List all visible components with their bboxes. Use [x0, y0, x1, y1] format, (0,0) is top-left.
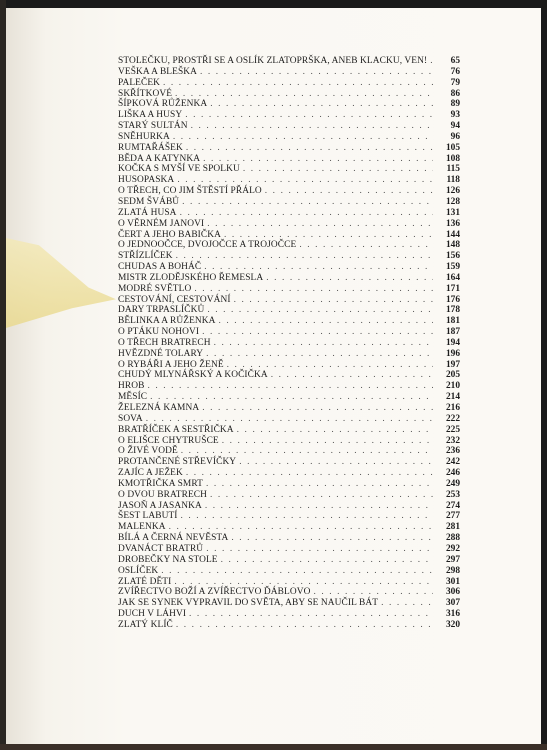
toc-entry-page-number: 301	[445, 576, 460, 587]
toc-entry-page-number: 181	[445, 316, 460, 327]
toc-entry-title: DVANÁCT BRATRŮ	[118, 543, 204, 554]
toc-entry-page-number: 126	[445, 186, 460, 197]
toc-entry-title: MODRÉ SVĚTLO	[118, 283, 192, 294]
toc-entry	[118, 587, 460, 598]
toc-entry-page-number: 89	[450, 99, 460, 110]
toc-entry	[118, 457, 460, 468]
toc-dot-leader	[206, 544, 433, 555]
toc-entry	[118, 89, 460, 100]
toc-entry-title: OSLÍČEK	[118, 565, 159, 576]
toc-entry-page-number: 144	[445, 229, 460, 240]
toc-entry-page-number: 249	[445, 478, 460, 489]
toc-entry	[118, 262, 460, 273]
toc-entry-page-number: 171	[445, 283, 460, 294]
toc-entry-title: STŘÍZLÍČEK	[118, 251, 173, 262]
toc-entry-page-number: 281	[445, 522, 460, 533]
toc-entry-page-number: 214	[445, 392, 460, 403]
toc-entry-page-number: 118	[446, 175, 460, 186]
toc-entry	[118, 479, 460, 490]
toc-dot-leader	[186, 468, 433, 479]
toc-entry	[118, 143, 460, 154]
toc-dot-leader	[219, 316, 433, 327]
toc-entry-title: HUSOPASKA	[118, 175, 175, 186]
toc-dot-leader	[169, 522, 433, 533]
toc-entry-page-number: 222	[445, 413, 460, 424]
toc-entry-title: PROTANČENÉ STŘEVÍČKY	[118, 457, 237, 468]
toc-dot-leader	[206, 349, 433, 360]
toc-entry	[118, 598, 460, 609]
toc-dot-leader	[430, 56, 433, 67]
toc-entry	[118, 284, 460, 295]
table-of-contents	[118, 56, 460, 631]
toc-entry-title: ZVÍŘECTVO BOŽÍ A ZVÍŘECTVO ĎÁBLOVO	[118, 587, 311, 598]
toc-entry-page-number: 197	[445, 359, 460, 370]
toc-entry-page-number: 164	[445, 272, 460, 283]
toc-entry	[118, 295, 460, 306]
toc-entry-page-number: 96	[450, 131, 460, 142]
toc-entry-page-number: 65	[450, 56, 460, 66]
toc-entry-page-number: 148	[445, 240, 460, 251]
toc-entry-page-number: 79	[450, 77, 460, 88]
toc-entry-title: LIŠKA A HUSY	[118, 110, 183, 121]
toc-dot-leader	[161, 566, 433, 577]
toc-entry	[118, 349, 460, 360]
toc-entry-title: JAK SE SYNEK VYPRAVIL DO SVĚTA, ABY SE NAUČIL BÁT	[118, 598, 379, 609]
toc-entry	[118, 370, 460, 381]
toc-entry-page-number: 105	[445, 142, 460, 153]
toc-dot-leader	[146, 414, 433, 425]
toc-entry-title: CHUDÝ MLYNÁŘSKÝ A KOČIČKA	[118, 370, 268, 381]
toc-entry-title: HROB	[118, 381, 145, 392]
toc-entry	[118, 219, 460, 230]
toc-dot-leader	[181, 511, 433, 522]
toc-entry-title: MISTR ZLODĚJSKÉHO ŘEMESLA	[118, 272, 264, 283]
toc-entry-page-number: 156	[445, 251, 460, 262]
toc-entry	[118, 425, 460, 436]
toc-entry	[118, 121, 460, 132]
toc-entry	[118, 175, 460, 186]
toc-dot-leader	[163, 78, 433, 89]
toc-dot-leader	[231, 533, 433, 544]
toc-entry	[118, 154, 460, 165]
toc-entry	[118, 251, 460, 262]
toc-entry-page-number: 246	[445, 468, 460, 479]
toc-dot-leader	[210, 490, 433, 501]
toc-entry	[118, 164, 460, 175]
toc-entry-page-number: 76	[450, 66, 460, 77]
toc-entry	[118, 316, 460, 327]
toc-entry-title: HVĚZDNÉ TOLARY	[118, 348, 204, 359]
toc-dot-leader	[204, 262, 433, 273]
toc-dot-leader	[266, 273, 433, 284]
page-bottom-edge	[0, 744, 547, 750]
toc-entry	[118, 273, 460, 284]
toc-dot-leader	[299, 240, 433, 251]
toc-entry-title: O ELIŠCE CHYTRUŠCE	[118, 435, 219, 446]
toc-entry-page-number: 187	[445, 327, 460, 338]
toc-dot-leader	[224, 230, 433, 241]
toc-entry	[118, 533, 460, 544]
toc-entry-title: O ŽIVÉ VODĚ	[118, 446, 178, 457]
toc-entry-page-number: 306	[445, 587, 460, 598]
toc-entry-page-number: 307	[445, 598, 460, 609]
toc-dot-leader	[181, 446, 433, 457]
toc-entry	[118, 403, 460, 414]
toc-dot-leader	[206, 479, 433, 490]
toc-entry	[118, 522, 460, 533]
toc-entry	[118, 327, 460, 338]
toc-entry	[118, 490, 460, 501]
toc-dot-leader	[207, 305, 433, 316]
toc-entry-title: ZAJÍC A JEŽEK	[118, 468, 183, 479]
toc-entry-title: STOLEČKU, PROSTŘI SE A OSLÍK ZLATOPRŠKA, ANEB KLACKU, VEN!	[118, 56, 428, 66]
toc-entry	[118, 577, 460, 588]
toc-entry-page-number: 225	[445, 424, 460, 435]
toc-entry-title: SEDM ŠVÁBŮ	[118, 196, 180, 207]
toc-entry-title: ZLATÉ DĚTI	[118, 576, 172, 587]
toc-entry-page-number: 159	[445, 262, 460, 273]
toc-entry-page-number: 196	[445, 348, 460, 359]
toc-entry-title: ZLATÝ KLÍČ	[118, 619, 173, 630]
toc-dot-leader	[239, 457, 433, 468]
toc-entry-title: VEŠKA A BLEŠKA	[118, 66, 198, 77]
toc-dot-leader	[194, 284, 433, 295]
toc-entry-title: BÍLÁ A ČERNÁ NEVĚSTA	[118, 533, 229, 544]
toc-entry-title: O PTÁKU NOHOVI	[118, 327, 200, 338]
toc-dot-leader	[202, 327, 433, 338]
toc-entry-title: O RYBÁŘI A JEHO ŽENĚ	[118, 359, 224, 370]
toc-entry	[118, 208, 460, 219]
toc-entry	[118, 566, 460, 577]
toc-entry	[118, 99, 460, 110]
toc-entry-page-number: 205	[445, 370, 460, 381]
toc-entry-title: PALEČEK	[118, 77, 161, 88]
toc-entry-page-number: 274	[445, 500, 460, 511]
toc-entry-page-number: 277	[445, 511, 460, 522]
toc-entry	[118, 338, 460, 349]
toc-entry-title: ZLATÁ HUSA	[118, 207, 177, 218]
toc-entry-page-number: 93	[450, 110, 460, 121]
toc-entry-title: CHUDAS A BOHÁČ	[118, 262, 202, 273]
toc-entry-page-number: 176	[445, 294, 460, 305]
toc-entry-page-number: 288	[445, 533, 460, 544]
toc-entry	[118, 186, 460, 197]
toc-dot-leader	[202, 403, 433, 414]
toc-entry	[118, 544, 460, 555]
toc-entry	[118, 305, 460, 316]
toc-entry-page-number: 94	[450, 121, 460, 132]
toc-dot-leader	[243, 164, 433, 175]
toc-dot-leader	[176, 620, 433, 631]
toc-entry-title: O TŘECH BRATRECH	[118, 337, 211, 348]
toc-dot-leader	[265, 186, 433, 197]
toc-dot-leader	[180, 208, 433, 219]
toc-entry	[118, 501, 460, 512]
toc-entry	[118, 436, 460, 447]
toc-dot-leader	[271, 370, 433, 381]
toc-entry-title: DARY TRPASLÍČKŮ	[118, 305, 205, 316]
toc-entry-title: ŠEST LABUTÍ	[118, 511, 178, 522]
toc-dot-leader	[176, 251, 433, 262]
toc-dot-leader	[191, 121, 433, 132]
toc-entry	[118, 240, 460, 251]
toc-entry-page-number: 136	[445, 218, 460, 229]
toc-dot-leader	[313, 587, 433, 598]
toc-dot-leader	[210, 99, 433, 110]
toc-entry-page-number: 297	[445, 554, 460, 565]
toc-entry	[118, 110, 460, 121]
toc-dot-leader	[173, 132, 433, 143]
toc-entry-title: STARÝ SULTÁN	[118, 121, 188, 132]
toc-dot-leader	[150, 392, 433, 403]
toc-entry-title: O VĚRNÉM JANOVI	[118, 218, 205, 229]
toc-entry-title: SOVA	[118, 413, 143, 424]
toc-entry	[118, 78, 460, 89]
toc-dot-leader	[234, 295, 433, 306]
toc-dot-leader	[182, 197, 433, 208]
toc-entry-title: KOČKA S MYŠÍ VE SPOLKU	[118, 164, 240, 175]
toc-entry	[118, 446, 460, 457]
toc-entry-title: BĚDA A KATYNKA	[118, 153, 201, 164]
toc-entry	[118, 555, 460, 566]
toc-dot-leader	[221, 555, 433, 566]
toc-entry-page-number: 108	[445, 153, 460, 164]
toc-entry-page-number: 232	[445, 435, 460, 446]
toc-entry	[118, 392, 460, 403]
toc-entry-title: CESTOVÁNÍ, CESTOVÁNÍ	[118, 294, 231, 305]
toc-entry-page-number: 320	[445, 619, 460, 630]
toc-dot-leader	[222, 436, 433, 447]
toc-dot-leader	[214, 338, 433, 349]
toc-entry-page-number: 178	[445, 305, 460, 316]
toc-entry	[118, 381, 460, 392]
toc-entry	[118, 132, 460, 143]
toc-entry	[118, 197, 460, 208]
toc-dot-leader	[381, 598, 433, 609]
toc-entry	[118, 468, 460, 479]
toc-dot-leader	[227, 360, 433, 371]
toc-dot-leader	[186, 143, 433, 154]
toc-entry	[118, 620, 460, 631]
toc-entry-title: ČERT A JEHO BABIČKA	[118, 229, 221, 240]
toc-entry-page-number: 298	[445, 565, 460, 576]
toc-entry-title: ŽELEZNÁ KAMNA	[118, 403, 200, 413]
toc-entry	[118, 609, 460, 620]
toc-entry-page-number: 216	[445, 403, 460, 413]
toc-entry-title: O TŘECH, CO JIM ŠTĚSTÍ PŘÁLO	[118, 186, 262, 197]
toc-entry-title: BĚLINKA A RŮŽENKA	[118, 316, 216, 327]
toc-entry-title: ŠÍPKOVÁ RŮŽENKA	[118, 99, 208, 110]
toc-entry-title: DROBEČKY NA STOLE	[118, 554, 218, 565]
toc-dot-leader	[200, 67, 433, 78]
toc-entry-title: RUMTAŘÁŠEK	[118, 142, 183, 153]
toc-dot-leader	[189, 609, 433, 620]
toc-entry-title: MĚSÍC	[118, 392, 148, 403]
toc-entry-title: BRATŘÍČEK A SESTŘIČKA	[118, 424, 234, 435]
toc-entry-page-number: 131	[445, 207, 460, 218]
toc-entry-page-number: 253	[445, 489, 460, 500]
toc-dot-leader	[237, 425, 433, 436]
toc-entry-title: DUCH V LÁHVI	[118, 609, 187, 620]
toc-entry-page-number: 210	[445, 381, 460, 392]
toc-entry	[118, 56, 460, 67]
toc-entry-page-number: 316	[445, 609, 460, 620]
toc-entry-page-number: 242	[445, 457, 460, 468]
toc-entry-title: MALENKA	[118, 522, 166, 533]
toc-entry	[118, 67, 460, 78]
toc-dot-leader	[203, 154, 433, 165]
toc-entry-page-number: 128	[445, 196, 460, 207]
toc-entry-page-number: 292	[445, 543, 460, 554]
toc-dot-leader	[185, 110, 433, 121]
toc-entry-page-number: 194	[445, 337, 460, 348]
toc-entry-title: KMOTŘIČKA SMRT	[118, 478, 203, 489]
toc-entry	[118, 360, 460, 371]
toc-entry	[118, 414, 460, 425]
toc-dot-leader	[174, 577, 433, 588]
toc-dot-leader	[175, 89, 433, 100]
toc-dot-leader	[207, 219, 433, 230]
toc-entry-page-number: 86	[450, 88, 460, 99]
toc-entry	[118, 511, 460, 522]
toc-dot-leader	[205, 501, 433, 512]
toc-entry-title: SKŘÍTKOVÉ	[118, 88, 173, 99]
toc-dot-leader	[177, 175, 433, 186]
toc-entry-title: O JEDNOOČCE, DVOJOČCE A TROJOČCE	[118, 240, 297, 251]
toc-entry-page-number: 236	[445, 446, 460, 457]
toc-entry-page-number: 115	[446, 164, 460, 175]
toc-entry-title: JASOŇ A JASANKA	[118, 500, 202, 511]
toc-entry-title: SNĚHURKA	[118, 131, 170, 142]
toc-entry-title: O DVOU BRATRECH	[118, 489, 208, 500]
toc-dot-leader	[147, 381, 433, 392]
toc-entry	[118, 230, 460, 241]
